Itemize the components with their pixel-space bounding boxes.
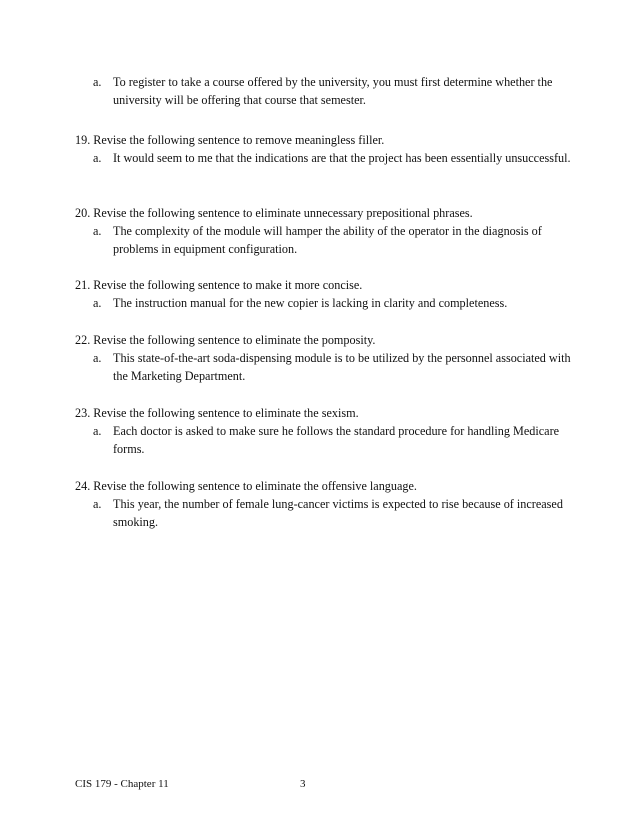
exercise-subitem xyxy=(75,495,575,531)
exercise-subitem xyxy=(75,73,575,109)
exercise-item-19 xyxy=(75,131,575,167)
subitem-marker: a. xyxy=(93,75,102,89)
question-prompt: 19. Revise the following sentence to remove meaningless filler. xyxy=(75,133,385,147)
subitem-marker: a. xyxy=(93,151,102,165)
footer-course-label: CIS 179 - Chapter 11 xyxy=(75,778,169,790)
exercise-item-24 xyxy=(75,477,575,531)
subitem-text: This year, the number of female lung-cancer victims is expected to rise because of increased smoking. xyxy=(113,497,563,529)
exercise-item-20 xyxy=(75,204,575,258)
subitem-text: Each doctor is asked to make sure he follows the standard procedure for handling Medicare forms. xyxy=(113,424,560,456)
exercise-subitem xyxy=(75,149,575,167)
exercise-subitem xyxy=(75,422,575,458)
question-prompt: 24. Revise the following sentence to eliminate the offensive language. xyxy=(75,479,417,493)
subitem-marker: a. xyxy=(93,424,102,438)
exercise-item-21 xyxy=(75,276,575,312)
subitem-text: The instruction manual for the new copier is lacking in clarity and completeness. xyxy=(113,296,508,310)
subitem-text: The complexity of the module will hamper the ability of the operator in the diagnosis of problems in equipment configuration. xyxy=(113,224,542,256)
subitem-marker: a. xyxy=(93,497,102,511)
page-number: 3 xyxy=(300,778,306,790)
subitem-text: To register to take a course offered by the university, you must first determine whether the university will be offering that course that semester. xyxy=(113,75,553,107)
subitem-marker: a. xyxy=(93,224,102,238)
question-prompt: 23. Revise the following sentence to eliminate the sexism. xyxy=(75,406,359,420)
exercise-subitem xyxy=(75,294,575,312)
question-prompt: 22. Revise the following sentence to eliminate the pomposity. xyxy=(75,333,376,347)
exercise-item-22 xyxy=(75,331,575,385)
question-prompt: 20. Revise the following sentence to eliminate unnecessary prepositional phrases. xyxy=(75,206,473,220)
exercise-item-continuation xyxy=(75,73,575,109)
subitem-marker: a. xyxy=(93,296,102,310)
subitem-text: It would seem to me that the indications are that the project has been essentially unsuccessful. xyxy=(113,151,571,165)
subitem-marker: a. xyxy=(93,351,102,365)
question-prompt: 21. Revise the following sentence to make it more concise. xyxy=(75,278,363,292)
exercise-subitem xyxy=(75,222,575,258)
exercise-subitem xyxy=(75,349,575,385)
exercise-item-23 xyxy=(75,404,575,458)
subitem-text: This state-of-the-art soda-dispensing module is to be utilized by the personnel associated with the Marketing Department. xyxy=(113,351,571,383)
